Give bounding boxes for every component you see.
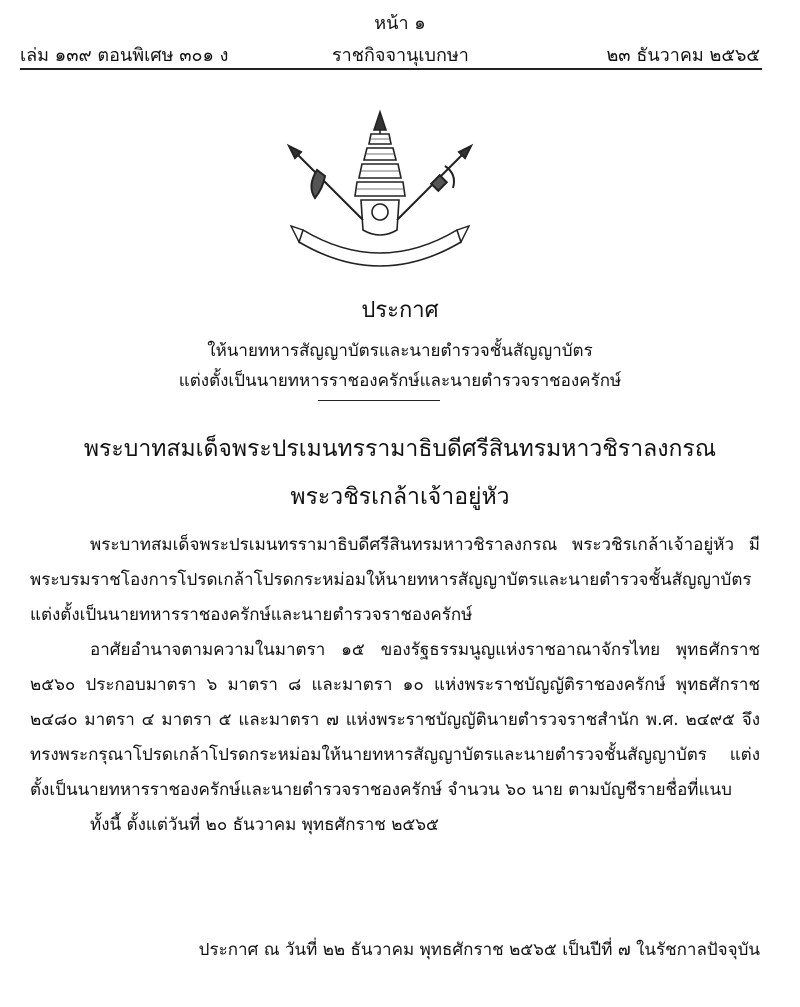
body-paragraph-2: อาศัยอำนาจตามความในมาตรา ๑๕ ของรัฐธรรมนูญแห่งราชอาณาจักรไทย พุทธศักราช ๒๕๖๐ ประกอบมาตรา ๖ มาตรา ๘ และมาตรา ๑๐ แห่งพระราชบัญญัติราชองครักษ์ พุทธศักราช ๒๔๘๐ มาตรา ๔ มาตรา ๕ และมาตรา ๗ แห่งพระราชบัญญัตินายตำรวจราชสำนัก พ.ศ. ๒๔๙๕ จึงทรงพระกรุณาโปรดเกล้าโปรดกระหม่อมให้นายทหารสัญญาบัตรและนายตำรวจชั้นสัญญาบัตร แต่งตั้งเป็นนายทหารราชองครักษ์และนายตำรวจราชองครักษ์ จำนวน ๖๐ นาย ตามบัญชีรายชื่อที่แนบ [30,640,760,800]
page-number: หน้า ๑ [374,13,426,34]
announcement-subtitle-line1: ให้นายทหารสัญญาบัตรและนายตำรวจชั้นสัญญาบัตร [207,341,593,361]
gazette-header [20,40,760,64]
volume-info: เล่ม ๑๓๙ ตอนพิเศษ ๓๐๑ ง [20,45,229,66]
publication-name: ราชกิจจานุเบกษา [332,45,469,66]
publication-date: ๒๓ ธันวาคม ๒๕๖๕ [606,45,760,66]
announcement-subtitle-line2: แต่งตั้งเป็นนายทหารราชองครักษ์และนายตำรวจราชองครักษ์ [178,371,622,391]
announcement-body [30,528,760,843]
header-divider [20,68,762,70]
title-divider [318,400,440,401]
closing-date-line: ประกาศ ณ วันที่ ๒๒ ธันวาคม พุทธศักราช ๒๕๖๕ เป็นปีที่ ๗ ในรัชกาลปัจจุบัน [198,940,760,960]
body-paragraph-3: ทั้งนี้ ตั้งแต่วันที่ ๒๐ ธันวาคม พุทธศักราช ๒๕๖๕ [90,815,439,835]
royal-crown-emblem-icon [285,108,475,268]
announcement-title: ประกาศ [361,298,439,323]
body-paragraph-1: พระบาทสมเด็จพระปรเมนทรรามาธิบดีศรีสินทรมหาวชิราลงกรณ พระวชิรเกล้าเจ้าอยู่หัว มีพระบรมราชโองการโปรดเกล้าโปรดกระหม่อมให้นายทหารสัญญาบัตรและนายตำรวจชั้นสัญญาบัตร แต่งตั้งเป็นนายทหารราชองครักษ์และนายตำรวจราชองครักษ์ [30,535,760,625]
king-name-line2: พระวชิรเกล้าเจ้าอยู่หัว [290,484,510,510]
king-name-line1: พระบาทสมเด็จพระปรเมนทรรามาธิบดีศรีสินทรมหาวชิราลงกรณ [83,436,717,462]
